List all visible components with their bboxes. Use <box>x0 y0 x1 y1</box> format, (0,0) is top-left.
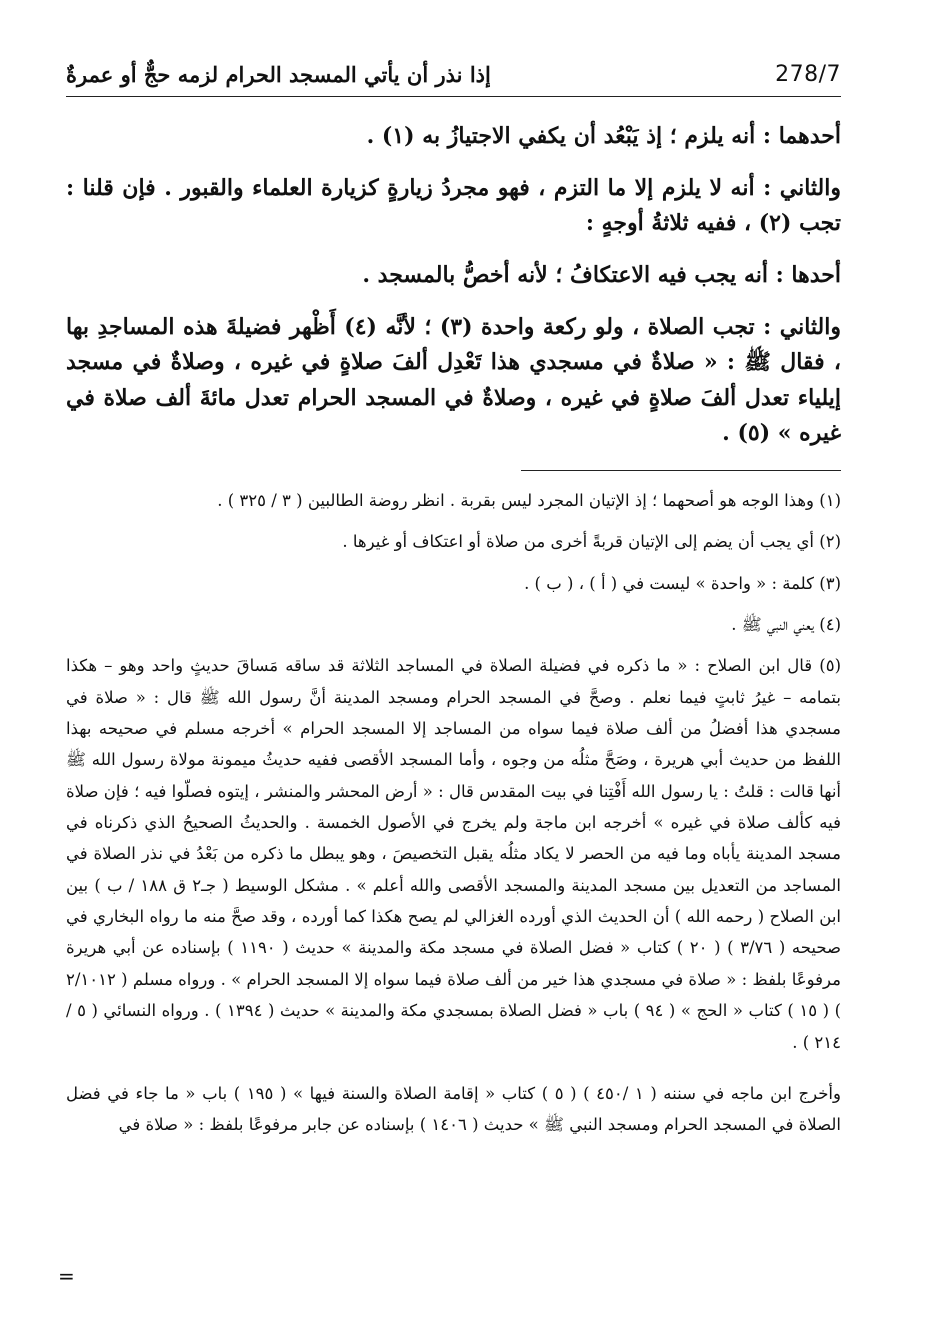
footnote-2: (٢) أي يجب أن يضم إلى الإتيان قربةً أخرى من صلاة أو اعتكاف أو غيرها . <box>342 532 841 552</box>
footnote-5: (٥) قال ابن الصلاح : « ما ذكره في فضيلة الصلاة في المساجد الثلاثة قد ساقه مَساقَ حديثٍ واحد وهو – هكذا بتمامه – غيرُ ثابتٍ فيما نعلم . وصحَّ في المسجد الحرام ومسجد المدينة أنَّ رسول الله ﷺ قال : « صلاة في مسجدي هذا أفضلُ من ألف صلاة فيما سواه من المساجد إلا المسجد الحرام » أخرجه مسلم في صحيحه بهذا اللفظ من حديث أبي هريرة ، وصَحَّ مثلُه من وجوه ، وأما المسجد الأقصى ففيه حديثُ ميمونة مولاة رسول الله ﷺ أنها قالت : قلتُ : يا رسول الله أَفْتِنا في بيت المقدس قال : « أرض المحشر والمنشر ، إيتوه فصلّوا فيه ؛ فإن صلاة فيه كألف صلاة في غيره » أخرجه ابن ماجة ولم يخرج في الأصول الخمسة . والحديثُ الصحيحُ الذي ذكرناه في مسجد المدينة يأباه وما فيه من الحصر لا يكاد مثلُه يقبل التخصيصَ ، وهو يبطل ما ذكره من بَعْدُ في نذر الصلاة في المساجد من التعديل بين مسجد المدينة والمسجد الأقصى والله أعلم » . مشكل الوسيط ( جـ٢ ق ١٨٨ / ب ) بين ابن الصلاح ( رحمه الله ) أن الحديث الذي أورده الغزالي لم يصح هكذا كما أورده ، وقد صحَّ منه ما رواه البخاري في صحيحه ( ٣/٧٦ ) ( ٢٠ ) كتاب « فضل الصلاة في مسجد مكة والمدينة » حديث ( ١١٩٠ ) بإسناده عن أبي هريرة مرفوعًا بلفظ : « صلاة في مسجدي هذا خير من ألف صلاة فيما سواه إلا المسجد الحرام » . ورواه مسلم ( ٢/١٠١٢ ) ( ١٥ ) كتاب « الحج » ( ٩٤ ) باب « فضل الصلاة بمسجدي مكة والمدينة » حديث ( ١٣٩٤ ) . ورواه النسائي ( ٥ / ٢١٤ ) . <box>66 656 842 1052</box>
body-paragraph: والثاني : أنه لا يلزم إلا ما التزم ، فهو مجردُ زيارةٍ كزيارة العلماء والقبور . فإن قلنا : تجب (٢) ، ففيه ثلاثةُ أوجهٍ : <box>66 174 841 237</box>
footnote-1: (١) وهذا الوجه هو أصحهما ؛ إذ الإتيان المجرد ليس بقربة . انظر روضة الطالبين ( ٣ / ٣٢٥ ) . <box>217 491 841 510</box>
page-header <box>66 56 841 97</box>
body-paragraph: والثاني : تجب الصلاة ، ولو ركعة واحدة (٣) ؛ لأنَّه (٤) أَظْهر فضيلةَ هذه المساجدِ بها ، فقال ﷺ : « صلاةٌ في مسجدي هذا تَعْدِل ألفَ صلاةٍ في غيره ، وصلاةٌ في مسجد إيلياء تعدل ألفَ صلاةٍ في غيره ، وصلاةٌ في المسجد الحرام تعدل مائةَ ألف صلاة في غيره » (٥) . <box>66 313 841 447</box>
footnote-3: (٣) كلمة : « واحدة » ليست في ( أ ) ، ( ب ) . <box>524 573 841 593</box>
footnote-5-continued: وأخرج ابن ماجه في سننه ( ١ /٤٥٠ ) ( ٥ ) كتاب « إقامة الصلاة والسنة فيها » ( ١٩٥ ) باب « ما جاء في فضل الصلاة في المسجد الحرام ومسجد النبي ﷺ » حديث ( ١٤٠٦ ) بإسناده عن جابر مرفوعًا بلفظ : « صلاة في <box>66 1083 841 1135</box>
page-number: 278/7 <box>775 62 841 87</box>
running-title: إذا نذر أن يأتي المسجد الحرام لزمه حجٌّ أو عمرةٌ <box>66 62 491 87</box>
body-paragraph: أحدها : أنه يجب فيه الاعتكافُ ؛ لأنه أخصُّ بالمسجد . <box>362 261 841 288</box>
continuation-mark: = <box>58 1264 75 1288</box>
footnote-4: (٤) يعني النبي ﷺ . <box>731 615 841 635</box>
footnote-divider <box>521 470 841 471</box>
body-paragraph: أحدهما : أنه يلزم ؛ إذ يَبْعُد أن يكفي الاجتيازُ به (١) . <box>366 123 841 149</box>
main-text <box>66 119 841 452</box>
footnotes <box>66 485 841 1141</box>
